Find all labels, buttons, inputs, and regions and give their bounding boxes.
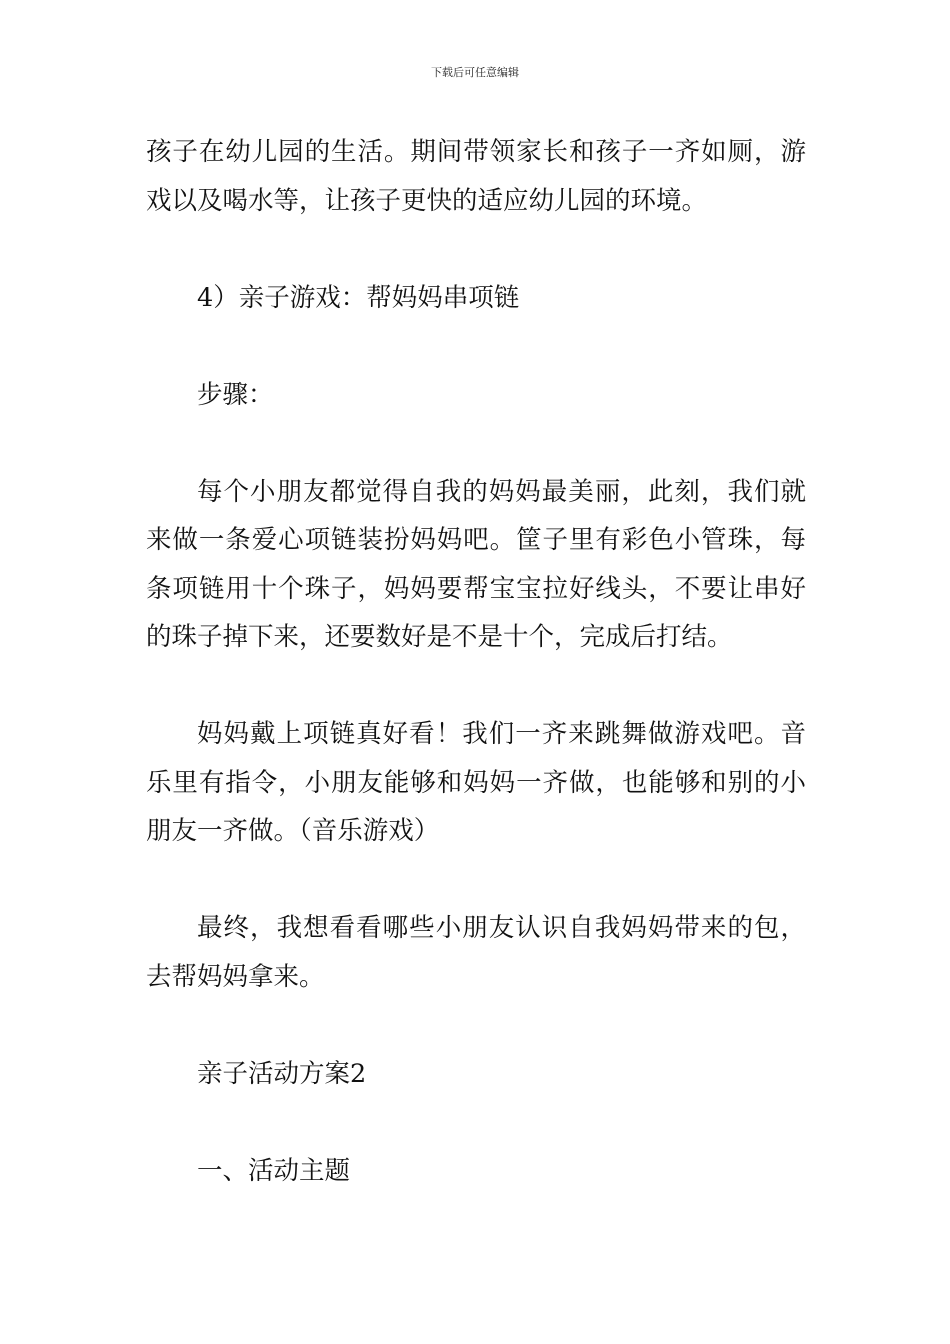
paragraph-gap <box>146 662 806 711</box>
section-heading-theme: 一、活动主题 <box>197 1155 351 1186</box>
paragraph-continuation: 孩子在幼儿园的生活。期间带领家长和孩子一齐如厕，游戏以及喝水等，让孩子更快的适应幼儿园的环境。 <box>146 137 806 216</box>
plan-title: 亲子活动方案2 <box>197 1058 367 1089</box>
paragraph-necklace: 每个小朋友都觉得自我的妈妈最美丽，此刻，我们就来做一条爱心项链装扮妈妈吧。筐子里有彩色小管珠，每条项链用十个珠子，妈妈要帮宝宝拉好线头，不要让串好的珠子掉下来，还要数好是不是十个，完成后打结。 <box>146 476 806 652</box>
paragraph-gap <box>146 322 806 371</box>
section-heading-game: 4）亲子游戏：帮妈妈串项链 <box>197 282 520 313</box>
paragraph-bags: 最终，我想看看哪些小朋友认识自我妈妈带来的包，去帮妈妈拿来。 <box>146 913 806 992</box>
document-body <box>146 128 806 1195</box>
steps-label: 步骤： <box>197 379 274 410</box>
paragraph-gap <box>146 856 806 905</box>
page-header: 下载后可任意编辑 <box>431 66 519 79</box>
paragraph-music-game: 妈妈戴上项链真好看！我们一齐来跳舞做游戏吧。音乐里有指令，小朋友能够和妈妈一齐做，也能够和别的小朋友一齐做。（音乐游戏） <box>146 719 806 846</box>
paragraph-gap <box>146 225 806 274</box>
paragraph-gap <box>146 1098 806 1147</box>
paragraph-gap <box>146 1001 806 1050</box>
paragraph-gap <box>146 419 806 468</box>
